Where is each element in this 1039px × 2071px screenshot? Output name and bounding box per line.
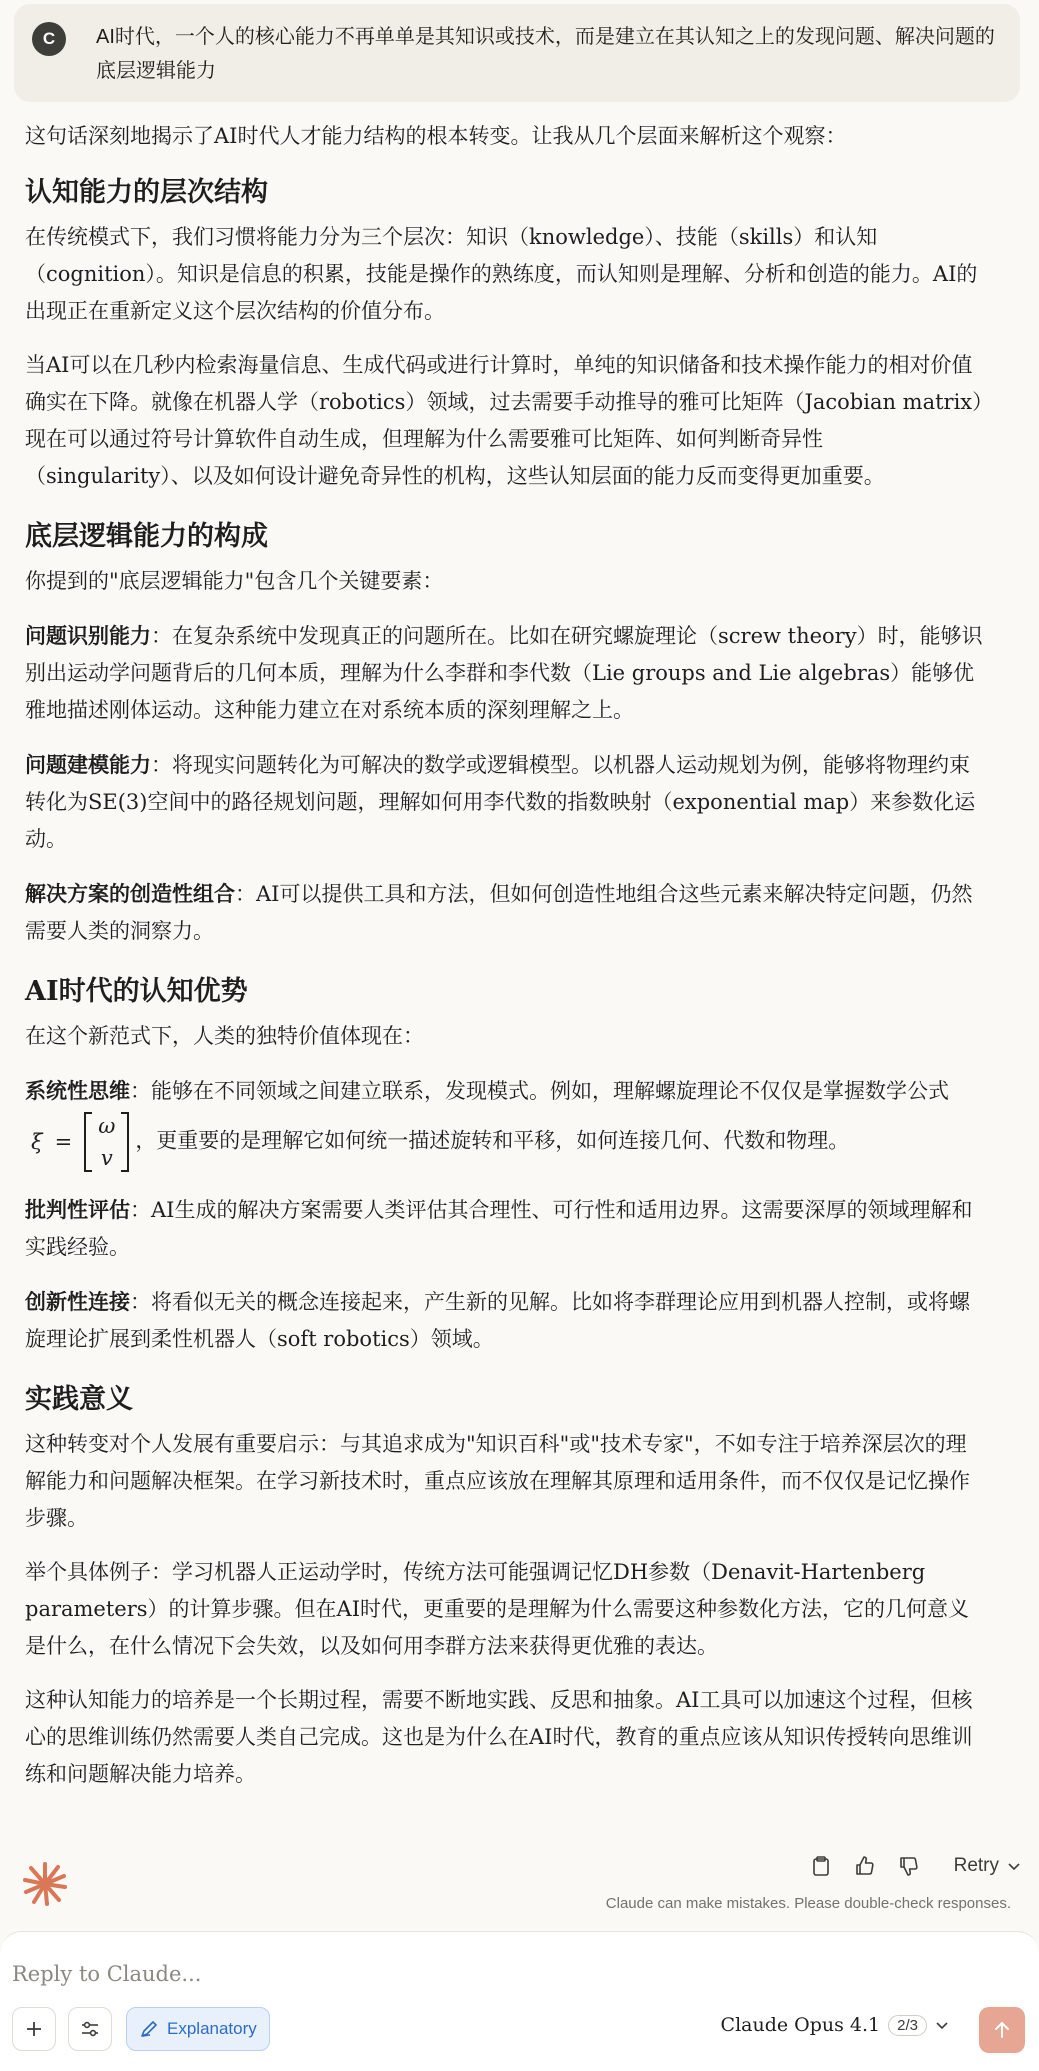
- math-formula: [31, 1110, 129, 1174]
- add-button[interactable]: [12, 2007, 56, 2051]
- item-text: ：在复杂系统中发现真正的问题所在。比如在研究螺旋理论（screw theory）时，能够识别出运动学问题背后的几何本质，理解为什么李群和李代数（Lie groups and Lie algebras）能够优雅地描述刚体运动。这种能力建立在对系统本质的深刻理解之上。: [25, 624, 983, 722]
- item-label: 批判性评估: [25, 1197, 130, 1222]
- model-name: Claude Opus 4.1: [720, 2014, 881, 2036]
- paragraph: 这种认知能力的培养是一个长期过程，需要不断地实践、反思和抽象。AI工具可以加速这个过程，但核心的思维训练仍然需要人类自己完成。这也是为什么在AI时代，教育的重点应该从知识传授转向思维训练和问题解决能力培养。: [25, 1688, 973, 1786]
- arrow-up-icon: [992, 2020, 1012, 2040]
- list-item: [25, 875, 985, 950]
- matrix-top: ω: [98, 1114, 116, 1138]
- thumbs-up-icon[interactable]: [852, 1853, 878, 1879]
- item-label: 系统性思维: [25, 1078, 130, 1103]
- section-heading: 底层逻辑能力的构成: [25, 521, 268, 552]
- section-heading: 认知能力的层次结构: [25, 177, 268, 208]
- matrix-bottom: v: [100, 1146, 113, 1170]
- item-label: 问题识别能力: [25, 623, 151, 648]
- message-actions: [808, 1853, 1021, 1879]
- item-text: ：将看似无关的概念连接起来，产生新的见解。比如将李群理论应用到机器人控制，或将螺旋理论扩展到柔性机器人（soft robotics）领域。: [25, 1290, 970, 1351]
- user-message-text: AI时代，一个人的核心能力不再单单是其知识或技术，而是建立在其认知之上的发现问题、解决问题的底层逻辑能力: [96, 26, 995, 82]
- user-avatar: C: [32, 22, 66, 56]
- paragraph: 在这个新范式下，人类的独特价值体现在：: [25, 1024, 424, 1048]
- item-text: ：AI可以提供工具和方法，但如何创造性地组合这些元素来解决特定问题，仍然需要人类的洞察力。: [25, 882, 973, 943]
- claude-logo-icon: [22, 1861, 68, 1907]
- list-item: [25, 746, 985, 858]
- sliders-icon: [80, 2020, 100, 2038]
- composer: [0, 1931, 1039, 2071]
- chevron-down-icon: [1007, 1859, 1021, 1873]
- pen-icon: [139, 2019, 159, 2039]
- item-label: 问题建模能力: [25, 752, 151, 777]
- list-item: [25, 617, 985, 729]
- thumbs-down-icon[interactable]: [896, 1853, 922, 1879]
- math-symbol: ξ: [31, 1129, 43, 1154]
- item-label: 创新性连接: [25, 1289, 130, 1314]
- user-message: [14, 4, 1020, 102]
- version-badge: 2/3: [888, 2015, 927, 2036]
- paragraph: 当AI可以在几秒内检索海量信息、生成代码或进行计算时，单纯的知识储备和技术操作能力的相对价值确实在下降。就像在机器人学（robotics）领域，过去需要手动推导的雅可比矩阵（Jacobian matrix）现在可以通过符号计算软件自动生成，但理解为什么需要雅可比矩阵、如何判断奇异性（singularity）、以及如何设计避免奇异性的机构，这些认知层面的能力反而变得更加重要。: [25, 353, 983, 488]
- model-selector[interactable]: [721, 2014, 949, 2036]
- style-label: Explanatory: [167, 2019, 257, 2038]
- response-intro: 这句话深刻地揭示了AI时代人才能力结构的根本转变。让我从几个层面来解析这个观察：: [25, 124, 847, 148]
- list-item: [25, 1283, 985, 1358]
- retry-button[interactable]: [954, 1855, 1021, 1877]
- list-item: [25, 1072, 985, 1174]
- paragraph: 举个具体例子：学习机器人正运动学时，传统方法可能强调记忆DH参数（Denavit-Hartenberg parameters）的计算步骤。但在AI时代，更重要的是理解为什么需要这种参数化方法，它的几何意义是什么，在什么情况下会失效，以及如何用李群方法来获得更优雅的表达。: [25, 1560, 970, 1658]
- reply-input[interactable]: [12, 1962, 912, 1986]
- copy-icon[interactable]: [808, 1853, 834, 1879]
- math-matrix: [84, 1110, 129, 1174]
- retry-label: Retry: [953, 1855, 999, 1876]
- section-heading: 实践意义: [25, 1384, 133, 1415]
- item-label: 解决方案的创造性组合: [25, 881, 235, 906]
- assistant-response: [25, 118, 985, 1810]
- paragraph: 这种转变对个人发展有重要启示：与其追求成为"知识百科"或"技术专家"，不如专注于培养深层次的理解能力和问题解决框架。在学习新技术时，重点应该放在理解其原理和适用条件，而不仅仅是记忆操作步骤。: [25, 1432, 970, 1530]
- disclaimer: Claude can make mistakes. Please double-check responses.: [605, 1895, 1011, 1912]
- plus-icon: [25, 2020, 43, 2038]
- item-text: ：AI生成的解决方案需要人类评估其合理性、可行性和适用边界。这需要深厚的领域理解和实践经验。: [25, 1198, 973, 1259]
- item-text: ：将现实问题转化为可解决的数学或逻辑模型。以机器人运动规划为例，能够将物理约束转化为SE(3)空间中的路径规划问题，理解如何用李代数的指数映射（exponential map）来参数化运动。: [25, 753, 976, 851]
- math-equals: =: [54, 1129, 73, 1154]
- send-button[interactable]: [979, 2007, 1025, 2053]
- tools-button[interactable]: [68, 2007, 112, 2051]
- paragraph: 你提到的"底层逻辑能力"包含几个关键要素：: [25, 569, 444, 593]
- section-heading: AI时代的认知优势: [25, 976, 248, 1007]
- item-text: ，更重要的是理解它如何统一描述旋转和平移，如何连接几何、代数和物理。: [135, 1128, 850, 1153]
- item-text: ：能够在不同领域之间建立联系，发现模式。例如，理解螺旋理论不仅仅是掌握数学公式: [130, 1079, 949, 1103]
- list-item: [25, 1191, 985, 1266]
- chevron-down-icon: [935, 2018, 949, 2032]
- style-chip-explanatory[interactable]: [126, 2007, 270, 2051]
- paragraph: 在传统模式下，我们习惯将能力分为三个层次：知识（knowledge）、技能（skills）和认知（cognition）。知识是信息的积累，技能是操作的熟练度，而认知则是理解、分析和创造的能力。AI的出现正在重新定义这个层次结构的价值分布。: [25, 225, 978, 323]
